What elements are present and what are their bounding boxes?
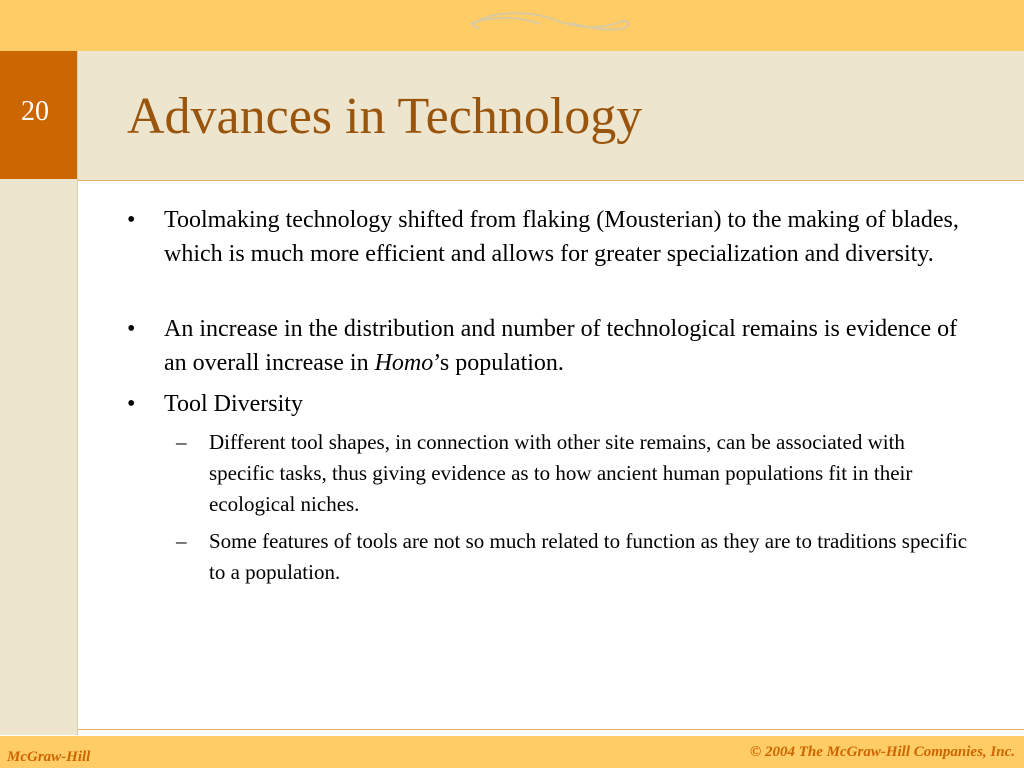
- bullet-text: Toolmaking technology shifted from flaking (Mousterian) to the making of blades, which is much more efficient and allows for greater specialization and diversity.: [164, 207, 959, 267]
- bullet-marker: •: [127, 207, 136, 233]
- bullet-text-italic: Homo: [374, 350, 434, 376]
- slide-title: Advances in Technology: [127, 88, 643, 145]
- footer-copyright: © 2004 The McGraw-Hill Companies, Inc.: [750, 744, 1015, 760]
- bullet-marker: •: [127, 316, 136, 342]
- flourish-ornament-icon: [460, 6, 640, 40]
- sub-bullet-text: Different tool shapes, in connection with other site remains, can be associated with specific tasks, thus giving evidence as to how ancient human populations fit in their ecological niches.: [209, 430, 913, 516]
- bottom-divider: [78, 729, 1024, 730]
- top-decorative-band: [0, 0, 1024, 51]
- bullet-text: [164, 312, 979, 380]
- bullet-marker: •: [127, 391, 136, 417]
- sub-bullet-text: Some features of tools are not so much related to function as they are to traditions specific to a population.: [209, 529, 968, 584]
- bullet-text: Tool Diversity: [164, 391, 303, 417]
- bullet-text-part: An increase in the distribution and number of technological remains is evidence of an overall increase in: [164, 316, 958, 376]
- footer-publisher: McGraw-Hill: [7, 749, 91, 765]
- slide-number: 20: [21, 96, 49, 127]
- sub-bullet-marker: –: [176, 529, 187, 553]
- sub-bullet-marker: –: [176, 430, 187, 454]
- bullet-text-part: ’s population.: [433, 350, 564, 376]
